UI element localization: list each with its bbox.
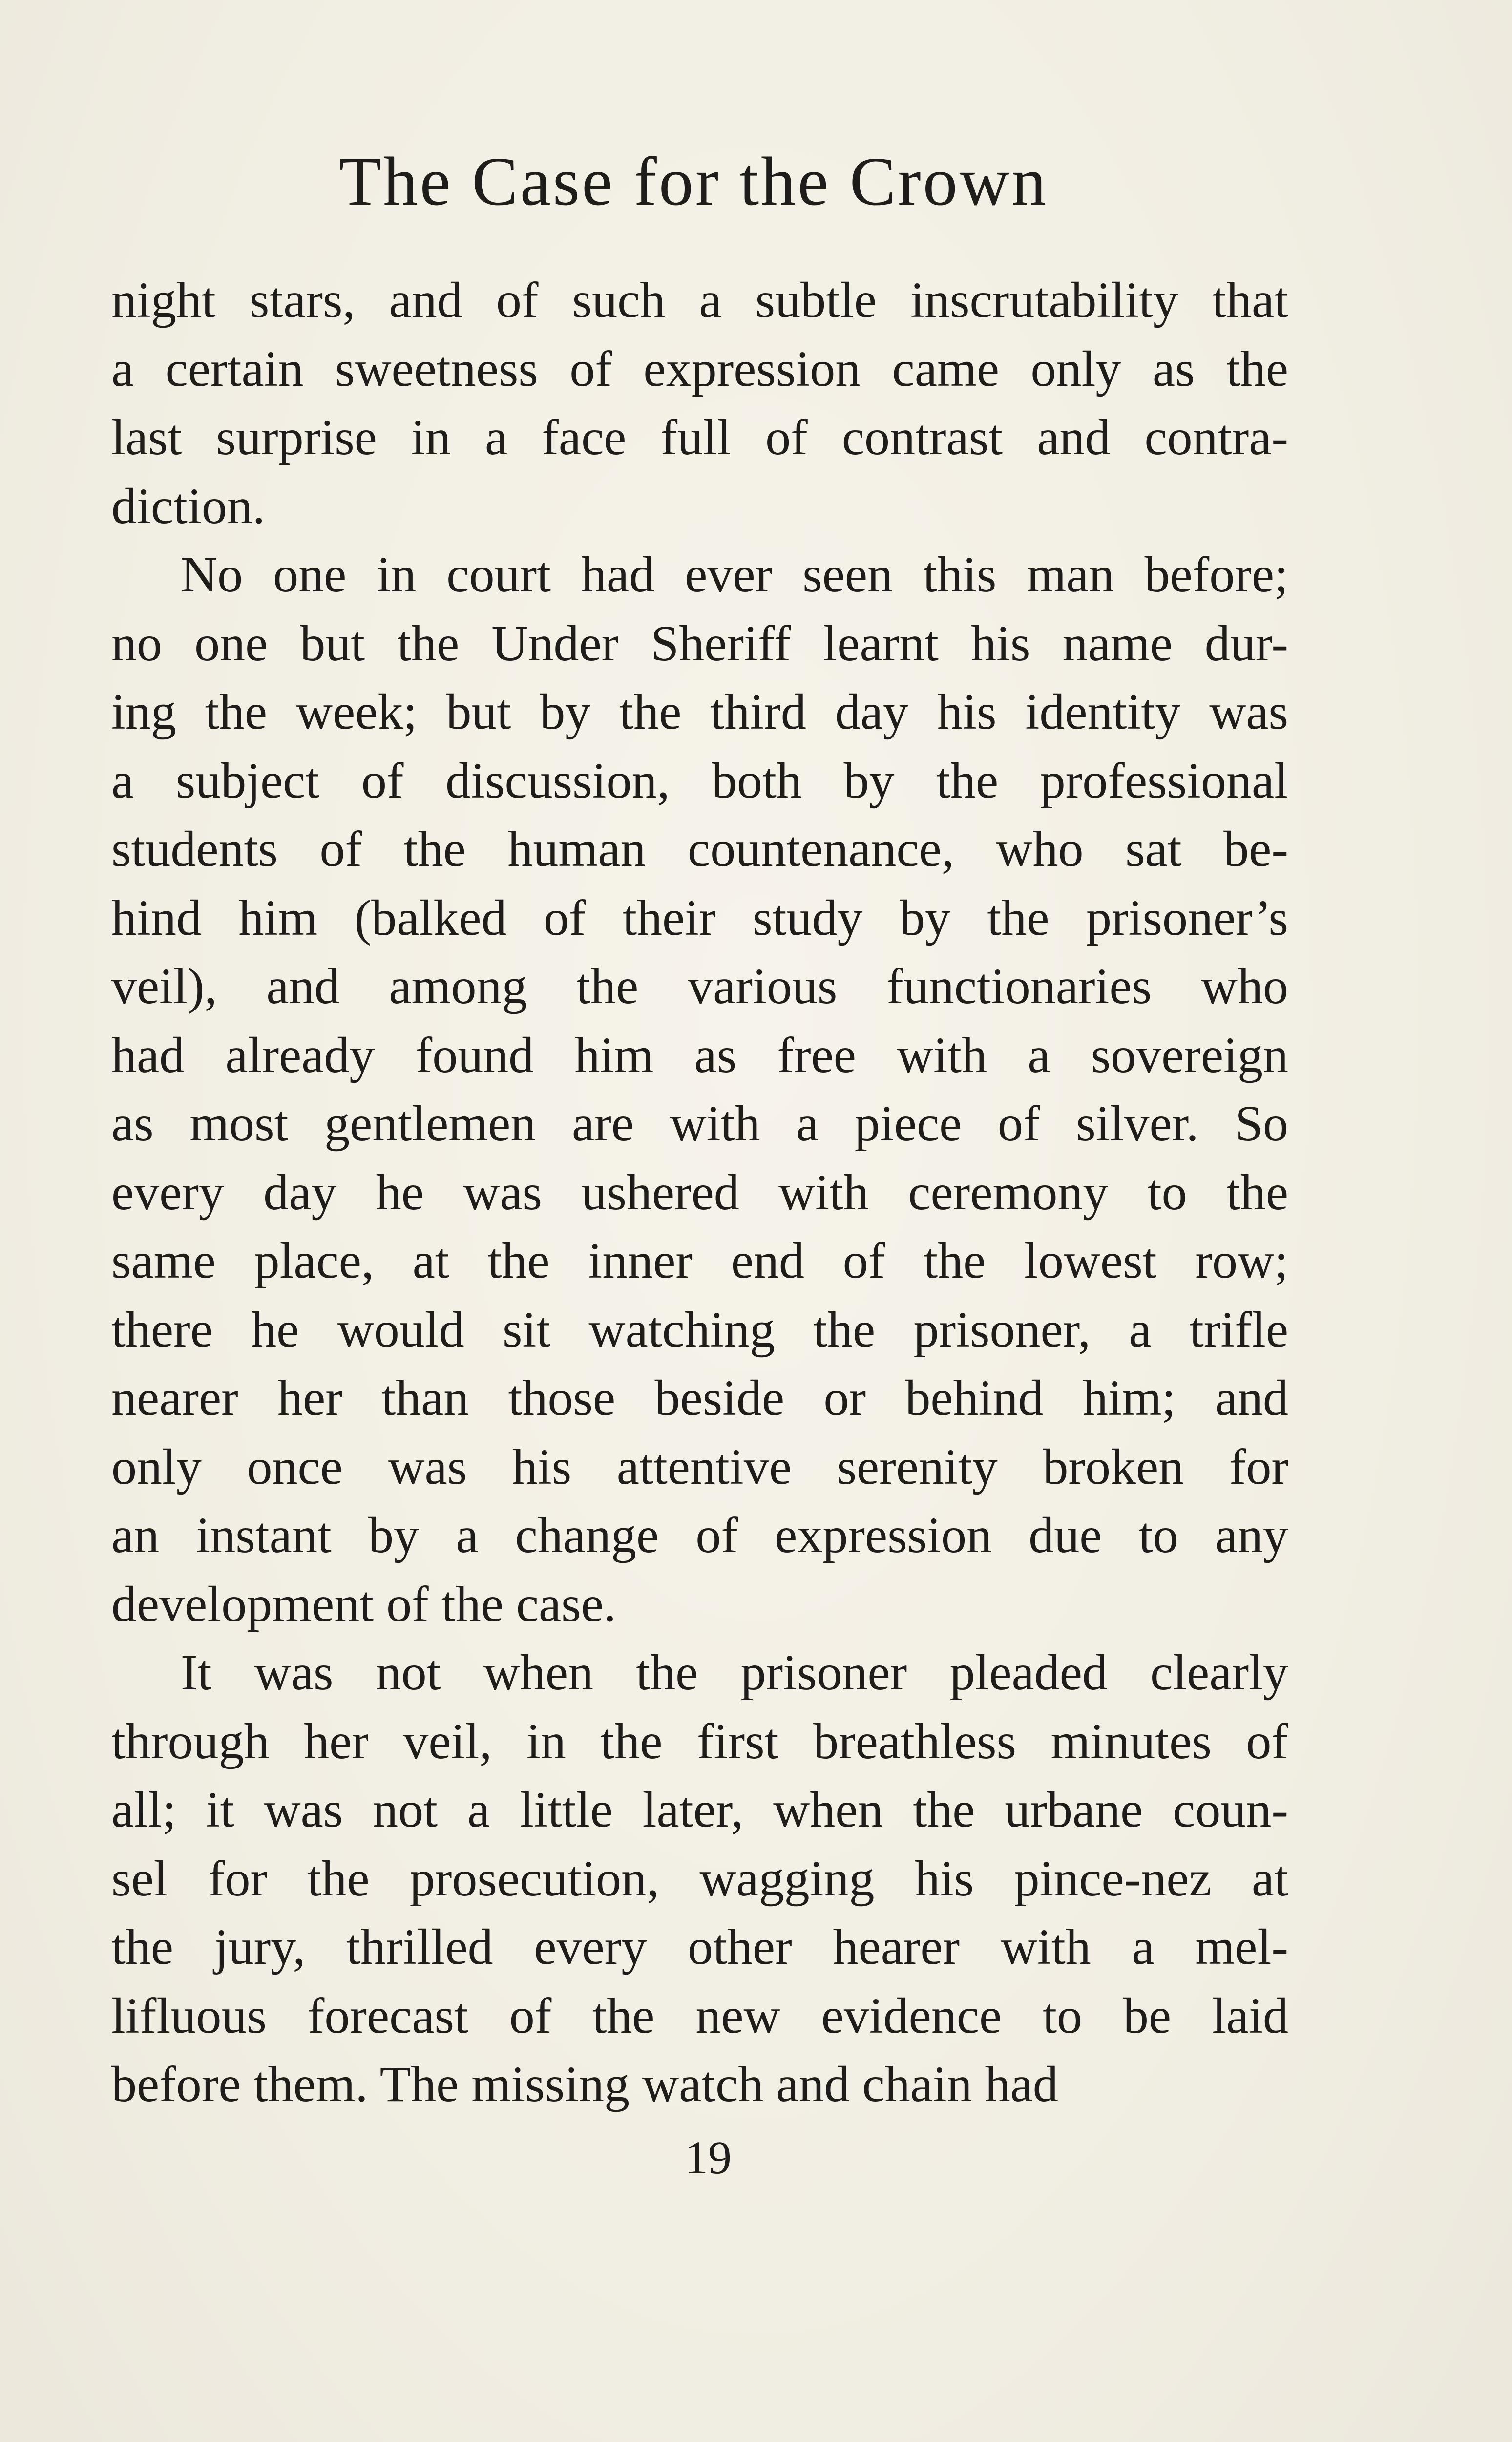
text-line: veil), and among the various functionaries who (111, 958, 1288, 1014)
text-line: It was not when the prisoner pleaded clearly (181, 1644, 1288, 1701)
text-line: ing the week; but by the third day his identity was (111, 684, 1288, 740)
text-line: before them. The missing watch and chain had (111, 2056, 1058, 2112)
text-line: there he would sit watching the prisoner, a trifle (111, 1301, 1288, 1358)
body-text (111, 266, 1288, 2119)
text-line: all; it was not a little later, when the urbane coun- (111, 1782, 1288, 1838)
text-line: same place, at the inner end of the lowest row; (111, 1233, 1288, 1289)
text-line: a certain sweetness of expression came only as the (111, 340, 1288, 397)
text-line: students of the human countenance, who sat be- (111, 821, 1288, 877)
text-line: only once was his attentive serenity broken for (111, 1438, 1288, 1495)
text-line: No one in court had ever seen this man before; (181, 547, 1288, 603)
paragraph (111, 1639, 1288, 2119)
text-line: an instant by a change of expression due to any (111, 1507, 1288, 1563)
paragraph (111, 541, 1288, 1639)
text-line: night stars, and of such a subtle inscrutability that (111, 272, 1288, 328)
paragraph (111, 266, 1288, 541)
running-head: The Case for the Crown (338, 143, 1049, 220)
text-line: no one but the Under Sheriff learnt his name dur- (111, 615, 1288, 672)
text-line: as most gentlemen are with a piece of silver. So (111, 1095, 1288, 1152)
page-number: 19 (685, 2131, 732, 2184)
text-line: every day he was ushered with ceremony to the (111, 1164, 1288, 1221)
text-line: through her veil, in the first breathless minutes of (111, 1713, 1288, 1769)
text-line: development of the case. (111, 1576, 616, 1632)
text-line: lifluous forecast of the new evidence to be laid (111, 1987, 1288, 2044)
text-line: a subject of discussion, both by the professional (111, 752, 1288, 809)
text-line: the jury, thrilled every other hearer with a mel- (111, 1919, 1288, 1975)
text-line: hind him (balked of their study by the prisoner’s (111, 889, 1288, 946)
text-line: nearer her than those beside or behind him; and (111, 1370, 1288, 1426)
text-line: had already found him as free with a sovereign (111, 1027, 1288, 1083)
text-line: diction. (111, 478, 265, 534)
text-line: sel for the prosecution, wagging his pince-nez at (111, 1850, 1288, 1907)
text-line: last surprise in a face full of contrast and contra- (111, 409, 1288, 465)
